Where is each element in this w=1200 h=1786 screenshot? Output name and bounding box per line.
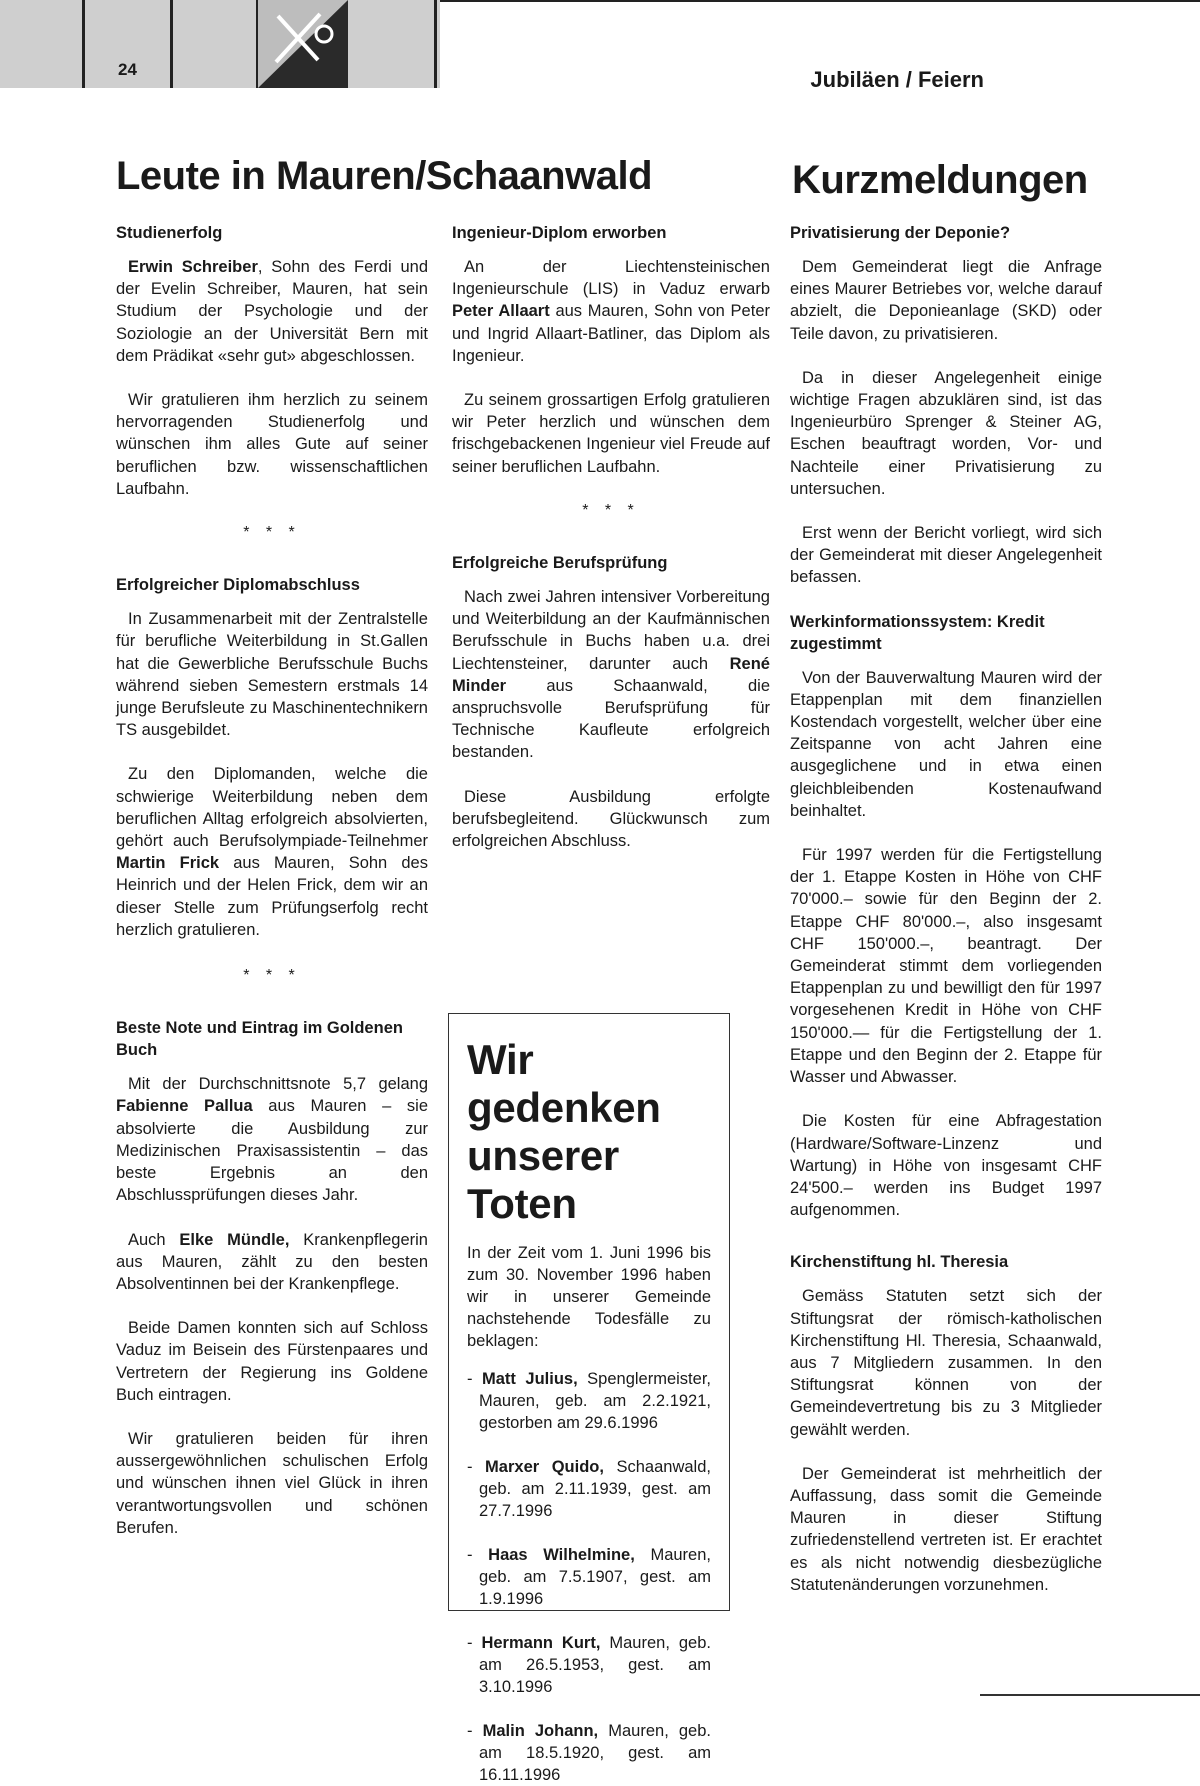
paragraph xyxy=(452,586,770,764)
memorial-entry: - Matt Julius, Spenglermeister, Mauren, geb. am 2.2.1921, gestorben am 29.6.1996 xyxy=(467,1370,711,1432)
paragraph xyxy=(452,256,770,367)
paragraph: Erst wenn der Bericht vorliegt, wird sich der Gemeinderat mit dieser Angelegenheit befassen. xyxy=(790,524,1102,587)
header-divider xyxy=(434,0,437,88)
header-strip xyxy=(0,0,440,88)
column-left xyxy=(116,222,428,1561)
top-rule xyxy=(440,0,1200,2)
text: , Sohn des Ferdi und der Evelin Schreiber, Mauren, hat sein Studium der Psychologie und der Soziologie an der Universität Bern mit dem Prädikat «sehr gut» abgeschlossen. xyxy=(116,258,428,365)
paragraph xyxy=(116,763,428,941)
person-name: Erwin Schreiber xyxy=(128,258,258,276)
memorial-box xyxy=(448,1013,730,1784)
column-middle xyxy=(452,222,770,874)
paragraph: Der Gemeinderat ist mehrheitlich der Auffassung, dass somit die Gemeinde Mauren in dieser Stiftung zufriedenstellend vertreten ist. Er erachtet es als nicht notwendig diesbezügliche Statutenänderungen vorzunehmen. xyxy=(790,1464,1102,1594)
page-number: 24 xyxy=(118,60,137,79)
text: aus Schaanwald, die anspruchsvolle Berufsprüfung für Technische Kaufleute erfolgreich bestanden. xyxy=(452,676,770,762)
text: Nach zwei Jahren intensiver Vorbereitung und Weiterbildung an der Kaufmännischen Berufsschule in Buchs haben u.a. drei Liechtensteiner, darunter auch xyxy=(452,588,770,673)
text: Mauren, geb. am 18.5.1920, gest. am 16.11.1996 xyxy=(479,1722,711,1784)
paragraph: Diese Ausbildung erfolgte berufsbegleitend. Glückwunsch zum erfolgreichen Abschluss. xyxy=(452,787,770,851)
heading-studienerfolg: Studienerfolg xyxy=(116,224,223,242)
header-divider xyxy=(82,0,85,88)
separator-stars: * * * xyxy=(243,967,301,985)
person-name: Malin Johann, xyxy=(482,1722,599,1740)
text: aus Mauren, Sohn von Peter und Ingrid Allaart-Batliner, das Diplom als Ingenieur. xyxy=(452,302,770,365)
person-name: Martin Frick xyxy=(116,854,220,873)
heading-goldenes-buch: Beste Note und Eintrag im Goldenen Buch xyxy=(116,1019,403,1060)
paragraph: Die Kosten für eine Abfragestation (Hardware/Software-Linzenz und Wartung) in Höhe von insgesamt CHF 24'500.– werden ins Budget 1997 aufgenommen. xyxy=(790,1112,1102,1220)
paragraph: Beide Damen konnten sich auf Schloss Vaduz im Beisein des Fürstenpaares und Vertretern der Regierung ins Goldene Buch eintragen. xyxy=(116,1319,428,1404)
heading-berufspruefung: Erfolgreiche Berufsprüfung xyxy=(452,554,668,573)
paragraph xyxy=(116,1229,428,1296)
paragraph: Wir gratulieren beiden für ihren aussergewöhnlichen schulischen Erfolg und wünschen ihnen viel Glück in ihren verantwortungsvollen und schönen Berufen. xyxy=(116,1429,428,1537)
person-name: Haas Wilhelmine, xyxy=(488,1546,635,1564)
person-name: Peter Allaart xyxy=(452,302,550,321)
text: Krankenpflegerin aus Mauren, zählt zu den besten Absolventinnen bei der Krankenpflege. xyxy=(116,1230,428,1293)
heading-werkinformationssystem: Werkinformationssystem: Kredit zugestimmt xyxy=(790,612,1045,653)
paragraph: Gemäss Statuten setzt sich der Stiftungsrat der römisch-katholischen Kirchenstiftung Hl. Theresia, Schaanwald, aus 7 Mitgliedern zusammen. In den Stiftungsrat können von der Gemeindevertretung bis zu 3 Mitglieder gewählt werden. xyxy=(790,1287,1102,1439)
person-name: Matt Julius, xyxy=(482,1370,578,1388)
person-name: Marxer Quido, xyxy=(485,1458,604,1476)
person-name: Fabienne Pallua xyxy=(116,1097,253,1116)
paragraph: Für 1997 werden für die Fertigstellung der 1. Etappe Kosten in Höhe von CHF 70'000.– sowie für den Beginn der 2. Etappe CHF 80'000.–, also insgesamt CHF 150'000.–, beantragt. Der Gemeinderat stimmt dem vorliegenden Etappenplan zu und bewilligt den für 1997 vorgesehenen Kredit in Höhe von CHF 150'000.— für die Fertigstellung der 1. Etappe und den Beginn der 2. Etappe für Wasser und Abwasser. xyxy=(790,846,1102,1087)
text: Schaanwald, geb. am 2.11.1939, gest. am 27.7.1996 xyxy=(479,1458,711,1520)
heading-deponie: Privatisierung der Deponie? xyxy=(790,224,1011,242)
memorial-entry: - Marxer Quido, Schaanwald, geb. am 2.11.1939, gest. am 27.7.1996 xyxy=(467,1458,711,1520)
page-title: Leute in Mauren/Schaanwald xyxy=(116,154,653,198)
memorial-entry: - Malin Johann, Mauren, geb. am 18.5.1920, gest. am 16.11.1996 xyxy=(467,1722,711,1784)
separator-stars: * * * xyxy=(582,501,640,519)
paragraph xyxy=(116,256,428,367)
text: Mauren, geb. am 26.5.1953, gest. am 3.10.1996 xyxy=(479,1634,711,1696)
header-divider xyxy=(170,0,173,88)
memorial-entry: - Haas Wilhelmine, Mauren, geb. am 7.5.1907, gest. am 1.9.1996 xyxy=(467,1546,711,1608)
person-name: Hermann Kurt, xyxy=(481,1634,601,1652)
text: aus Mauren, Sohn des Heinrich und der Helen Frick, dem wir an dieser Stelle zum Prüfungserfolg recht herzlich gratulieren. xyxy=(116,854,428,939)
person-name: René Minder xyxy=(452,654,770,695)
separator-stars: * * * xyxy=(243,524,301,542)
text: Auch xyxy=(128,1230,180,1249)
text: Zu den Diplomanden, welche die schwierige Weiterbildung neben dem beruflichen Alltag erfolgreich absolvierten, gehört auch Berufsolympiade-Teilnehmer xyxy=(116,765,428,851)
heading-ingenieur-diplom: Ingenieur-Diplom erworben xyxy=(452,224,667,242)
text: aus Mauren – sie absolvierte die Ausbildung zur Medizinischen Praxisassistentin – das beste Ergebnis an den Abschlussprüfungen dieses Jahr. xyxy=(116,1097,429,1205)
memorial-title: Wir gedenken unserer Toten xyxy=(467,1036,661,1227)
kurzmeldungen-title: Kurzmeldungen xyxy=(792,158,1088,202)
column-right xyxy=(790,222,1102,1618)
crossed-tools-icon xyxy=(258,0,348,88)
paragraph: Von der Bauverwaltung Mauren wird der Etappenplan mit dem finanziellen Kostendach vorgestellt, welcher über eine Zeitspanne von acht Jahren eine ausgeglichene und in etwa einen gleichbleibenden Kostenaufwand beinhaltet. xyxy=(790,668,1102,820)
person-name: Elke Mündle, xyxy=(179,1230,290,1249)
text: An der Liechtensteinischen Ingenieurschule (LIS) in Vaduz erwarb xyxy=(452,258,770,299)
heading-diplomabschluss: Erfolgreicher Diplomabschluss xyxy=(116,576,360,595)
text: Mit der Durchschnittsnote 5,7 gelang xyxy=(128,1075,428,1094)
text: Spenglermeister, Mauren, geb. am 2.2.1921, gestorben am 29.6.1996 xyxy=(479,1370,711,1432)
memorial-intro: In der Zeit vom 1. Juni 1996 bis zum 30. November 1996 haben wir in unserer Gemeinde nachstehende Todesfälle zu beklagen: xyxy=(467,1244,711,1350)
paragraph xyxy=(116,1073,428,1206)
section-label: Jubiläen / Feiern xyxy=(810,67,984,92)
heading-kirchenstiftung: Kirchenstiftung hl. Theresia xyxy=(790,1253,1009,1272)
memorial-entry: - Hermann Kurt, Mauren, geb. am 26.5.1953, gest. am 3.10.1996 xyxy=(467,1634,711,1696)
paragraph: Dem Gemeinderat liegt die Anfrage eines Maurer Betriebes vor, welche darauf abzielt, die Deponieanlage (SKD) oder Teile davon, zu privatisieren. xyxy=(790,258,1102,343)
paragraph: In Zusammenarbeit mit der Zentralstelle für berufliche Weiterbildung in St.Gallen hat die Gewerbliche Berufsschule Buchs während sieben Semestern erstmals 14 junge Berufsleute zu Maschinentechnikern TS ausgebildet. xyxy=(116,610,428,740)
text: Mauren, geb. am 7.5.1907, gest. am 1.9.1996 xyxy=(479,1546,711,1608)
bottom-rule xyxy=(980,1694,1200,1696)
paragraph: Zu seinem grossartigen Erfolg gratulieren wir Peter herzlich und wünschen dem frischgebackenen Ingenieur viel Freude auf seiner beruflichen Laufbahn. xyxy=(452,391,770,476)
paragraph: Da in dieser Angelegenheit einige wichtige Fragen abzuklären sind, ist das Ingenieurbüro Sprenger & Steiner AG, Eschen beauftragt worden, Vor- und Nachteile einer Privatisierung zu untersuchen. xyxy=(790,368,1102,498)
paragraph: Wir gratulieren ihm herzlich zu seinem hervorragenden Studienerfolg und wünschen ihm alles Gute auf seiner beruflichen bzw. wissenschaftlichen Laufbahn. xyxy=(116,391,428,498)
